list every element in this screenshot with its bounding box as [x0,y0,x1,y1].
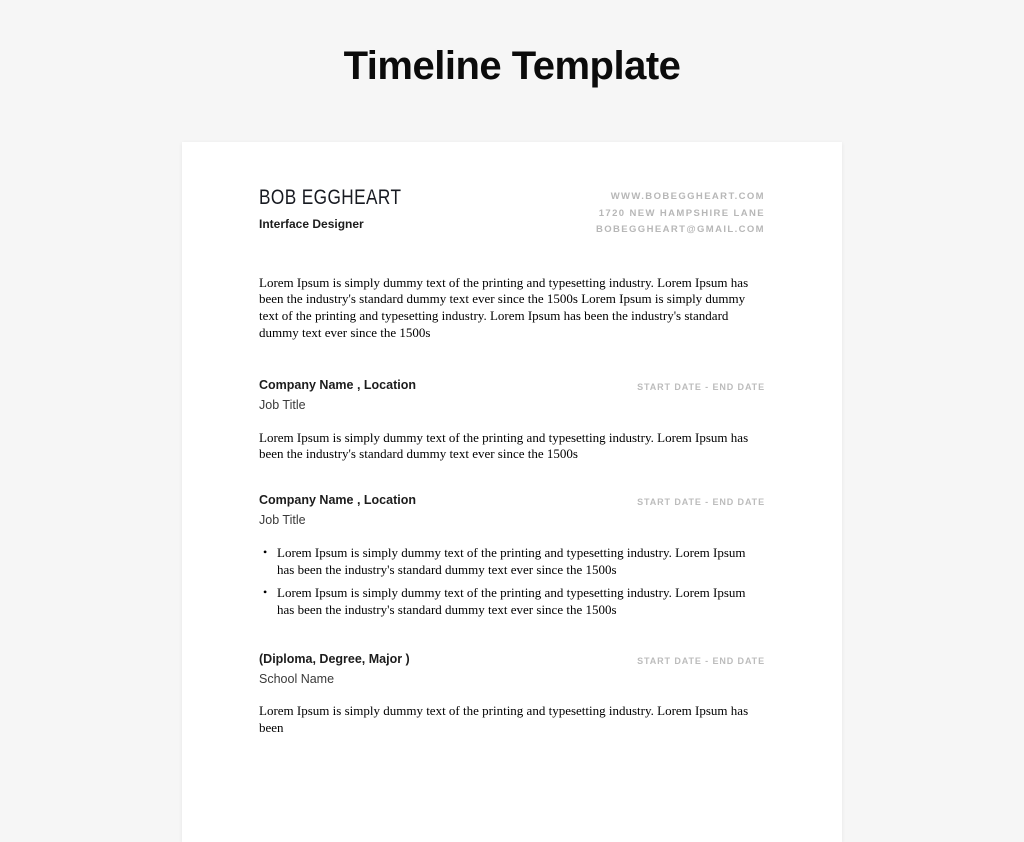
experience-2-dates: START DATE - END DATE [637,497,765,508]
experience-2-bullet-2: • Lorem Ipsum is simply dummy text of the printing and typesetting industry. Lorem Ipsum has been the industry's standard dummy text ever since the 1500s [259,585,765,619]
experience-section-1-header [259,378,765,412]
experience-2-job-title: Job Title [259,513,306,528]
resume-identity [259,186,433,231]
resume-role: Interface Designer [259,217,364,231]
experience-section-2-header [259,493,765,527]
experience-2-titles [259,493,416,527]
experience-2-company: Company Name , Location [259,493,416,508]
experience-1-job-title: Job Title [259,397,306,412]
experience-1-titles [259,378,416,412]
summary-paragraph: Lorem Ipsum is simply dummy text of the printing and typesetting industry. Lorem Ipsum has been the industry's standard dummy text ever since the 1500s Lorem Ipsum is simply dummy text of the printing and typesetting industry. Lorem Ipsum has been the industry's standard dummy text ever since the 1500s [259,274,749,340]
resume-name: BOB EGGHEART [259,186,402,209]
page-title: Timeline Template [343,44,681,88]
contact-website: WWW.BOBEGGHEART.COM [610,191,765,202]
education-degree: (Diploma, Degree, Major ) [259,652,410,667]
education-titles [259,652,410,686]
experience-2-bullet-list [259,545,765,618]
resume-document-card [182,142,842,842]
experience-1-dates: START DATE - END DATE [637,381,765,392]
contact-address: 1720 NEW HAMPSHIRE LANE [598,207,765,219]
education-school: School Name [259,672,335,687]
resume-header [259,186,765,239]
experience-1-company: Company Name , Location [259,377,416,392]
education-section-header [259,652,765,686]
education-dates: START DATE - END DATE [637,656,765,667]
experience-2-bullet-1: • Lorem Ipsum is simply dummy text of the printing and typesetting industry. Lorem Ipsum has been the industry's standard dummy text ever since the 1500s [259,545,765,579]
contact-email: BOBEGGHEART@GMAIL.COM [595,224,765,235]
experience-1-description: Lorem Ipsum is simply dummy text of the printing and typesetting industry. Lorem Ipsum has been the industry's standard dummy text ever since the 1500s [259,429,749,462]
contact-block [596,189,765,239]
education-description: Lorem Ipsum is simply dummy text of the printing and typesetting industry. Lorem Ipsum has been [259,703,749,736]
